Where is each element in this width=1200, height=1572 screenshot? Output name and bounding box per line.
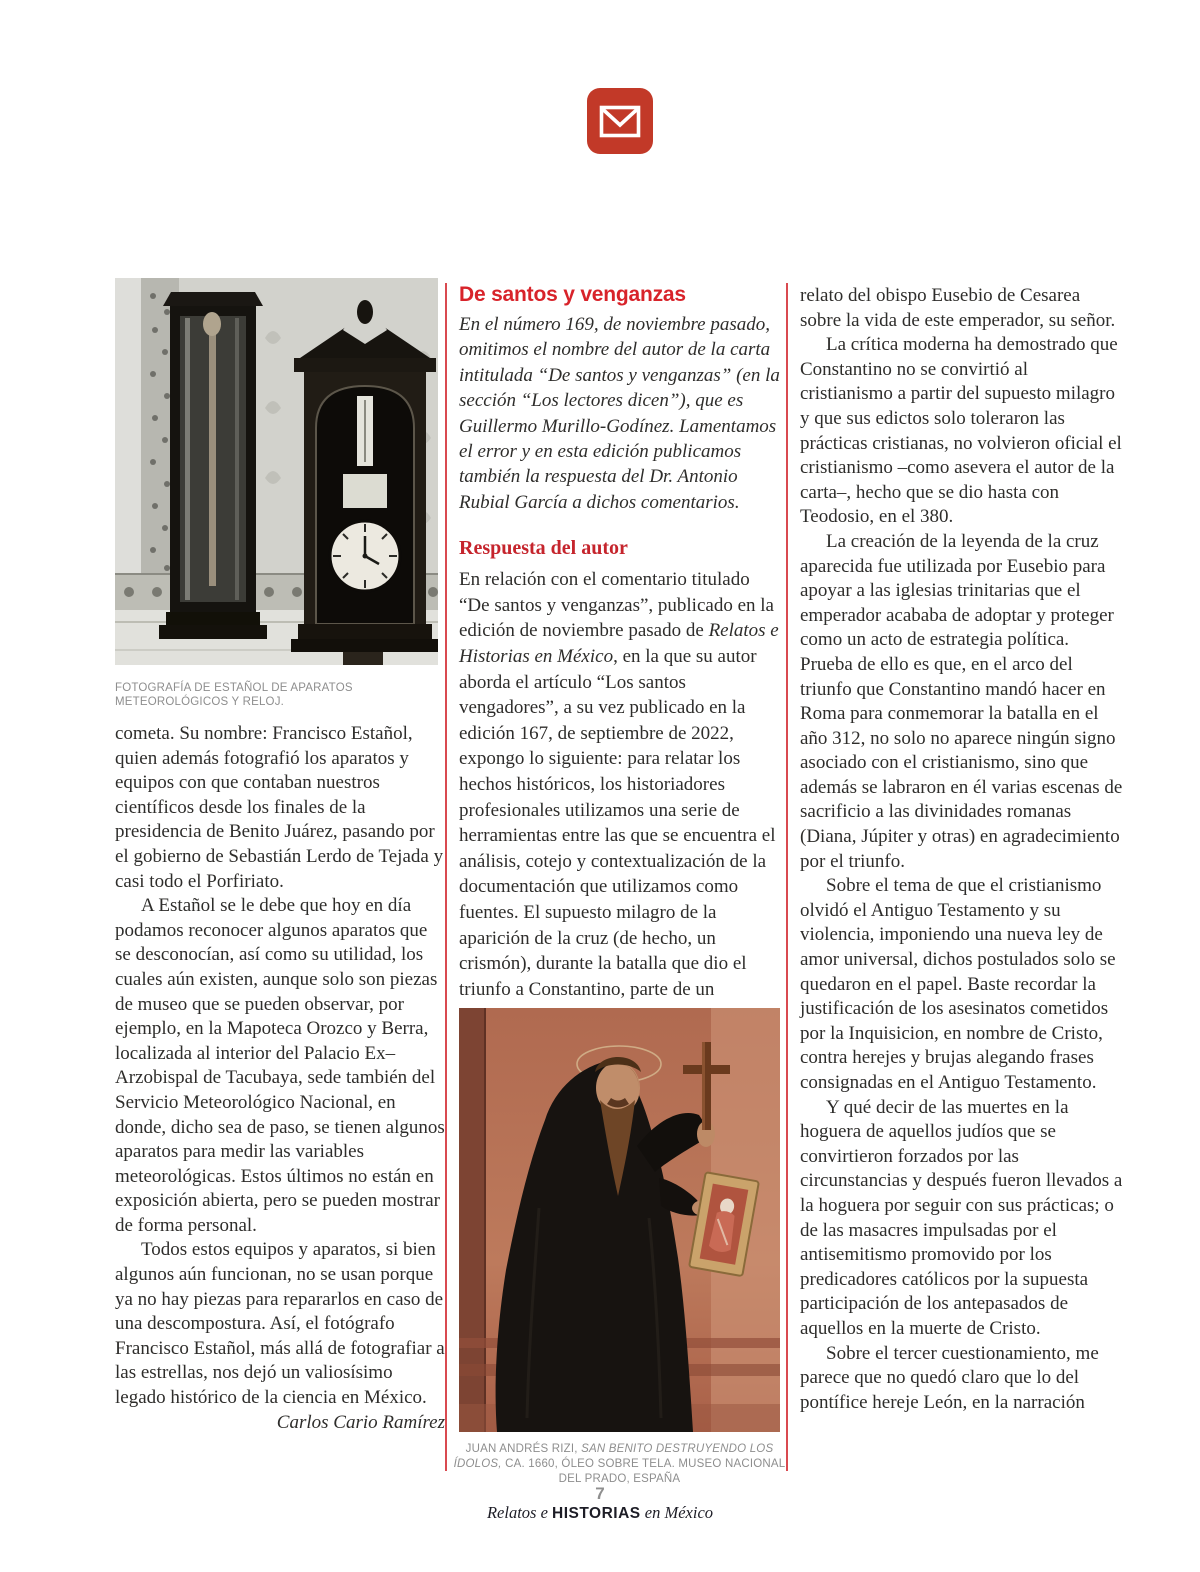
- barometer-illustration: [159, 292, 267, 639]
- section-intro: En el número 169, de noviembre pasado, omitimos el nombre del autor de la carta intitulada “De santos y venganzas” (en la sección “Los lectores dicen”), que es Guillermo Murillo-Godínez. Lamentamos el error y en esta edición publicamos también la respuesta del Dr. Antonio Rubial García a dichos comentarios.: [459, 314, 780, 513]
- body-paragraph: relato del obispo Eusebio de Cesarea sobre la vida de este emperador, su señor.: [800, 285, 1116, 331]
- body-paragraph: La creación de la leyenda de la cruz aparecida fue utilizada por Eusebio para apoyar a las iglesias trinitarias que el emperador acababa de adoptar y proteger como un acto de estrategia política. Prueba de ello es que, en el arco del triunfo que Constantino mandó hacer en Roma para conmemorar la batalla en el año 312, no solo no aparece ningún signo asociado con el cristianismo, sino que además se labraron en él varias escenas de sacrificio a las divinidades romanas (Diana, Júpiter y otras) en agradecimiento por el triunfo.: [800, 530, 1123, 872]
- painting-title-italic: SAN BENITO DESTRUYENDO LOS ÍDOLOS,: [453, 1443, 774, 1470]
- body-paragraph: Sobre el tercer cuestionamiento, me parece que no quedó claro que lo del pontífice hereje León, en la narración: [800, 1342, 1099, 1413]
- column-rule-left: [445, 283, 447, 1471]
- middle-column: [459, 283, 780, 1002]
- body-paragraph: Y qué decir de las muertes en la hoguera de aquellos judíos que se convirtieron forzados por las circunstancias y después fueron llevados a la hoguera por seguir con sus prácticas; o de las masacres impulsadas por el antisemitismo promovido por los predicadores católicos por la supuesta participación de los antepasados de aquellos en la muerte de Cristo.: [800, 1096, 1123, 1339]
- response-body-text: , en la que su autor aborda el artículo “Los santos vengadores”, a su vez publicado en la edición 167, de septiembre de 2022, expongo lo siguiente: para relatar los hechos históricos, los historiadores profesionales utilizamos una serie de herramientas entre las que se encuentra el análisis, cotejo y contextualización de la documentación que utilizamos como fuentes. El supuesto milagro de la aparición de la cruz (de hecho, un crismón), durante la batalla que dio el triunfo a Constantino, parte de un: [459, 646, 776, 1000]
- clock-illustration: [291, 298, 438, 665]
- san-benito-painting: [459, 1008, 780, 1432]
- body-paragraph: Sobre el tema de que el cristianismo olvidó el Antiguo Testamento y su violencia, imponiendo una nueva ley de amor universal, dichos postulados solo se quedaron en el papel. Baste recordar la justificación de los asesinatos cometidos por la Inquisicion, en nombre de Cristo, contra herejes y brujas alegando frases consignadas en el Antiguo Testamento.: [800, 875, 1116, 1093]
- body-paragraph: cometa. Su nombre: Francisco Estañol, quien además fotografió los aparatos y equipos con que contaban nuestros científicos desde los finales de la presidencia de Benito Juárez, pasando por el gobierno de Sebastián Lerdo de Tejada y casi todo el Porfiriato.: [115, 723, 444, 892]
- right-column: [800, 284, 1124, 1415]
- body-paragraph: Todos estos equipos y aparatos, si bien algunos aún funcionan, no se usan porque ya no hay piezas para repararlos en caso de una descompostura. Así, el fotógrafo Francisco Estañol, más allá de fotografiar a las estrellas, nos dejó un valiosísimo legado histórico de la ciencia en México.: [115, 1239, 445, 1409]
- body-paragraph: A Estañol se le debe que hoy en día podamos reconocer algunos aparatos que se desconocían, así como su utilidad, los cuales aún existen, aunque solo son piezas de museo que se pueden observar, por ejemplo, en la Mapoteca Orozco y Berra, localizada al interior del Palacio Ex–Arzobispal de Tacubaya, sede también del Servicio Meteorológico Nacional, en donde, dicho sea de paso, se tienen algunos aparatos para medir las variables meteorológicas. Estos últimos no están en exposición abierta, pero se pueden mostrar de forma personal.: [115, 895, 445, 1236]
- envelope-icon: [587, 88, 653, 154]
- footer-prefix: Relatos e: [486, 1503, 548, 1522]
- column-rule-right: [786, 283, 788, 1471]
- footer-suffix: en México: [644, 1503, 714, 1522]
- photo-caption: FOTOGRAFÍA DE ESTAÑOL DE APARATOS METEOROLÓGICOS Y RELOJ.: [115, 682, 353, 708]
- apparatus-photo: [115, 278, 438, 665]
- painting-caption: [449, 1442, 790, 1487]
- response-subheading: Respuesta del autor: [459, 537, 628, 560]
- magazine-title-italic: Relatos e Historias en México: [459, 620, 779, 668]
- footer-magazine-title: [0, 1503, 1200, 1523]
- response-body: [459, 567, 780, 1002]
- painting-caption-text: CA. 1660, ÓLEO SOBRE TELA. MUSEO NACIONAL DEL PRADO, ESPAÑA: [501, 1458, 786, 1485]
- response-body-text: En relación con el comentario titulado “De santos y venganzas”, publicado en la edición de noviembre pasado de: [459, 569, 774, 642]
- left-column: [115, 722, 445, 1435]
- section-heading: De santos y venganzas: [459, 283, 686, 306]
- body-paragraph: La crítica moderna ha demostrado que Constantino no se convirtió al cristianismo a partir del supuesto milagro y que sus edictos solo toleraron las prácticas cristianas, no volvieron oficial el cristianismo –como asevera el autor de la carta–, hecho que se dio hasta con Teodosio, en el 380.: [800, 334, 1122, 528]
- author-signature: Carlos Cario Ramírez: [276, 1411, 445, 1433]
- page-number: 7: [595, 1484, 605, 1503]
- footer-brand-name: HISTORIAS: [552, 1505, 641, 1522]
- painting-caption-text: JUAN ANDRÉS RIZI,: [465, 1443, 582, 1455]
